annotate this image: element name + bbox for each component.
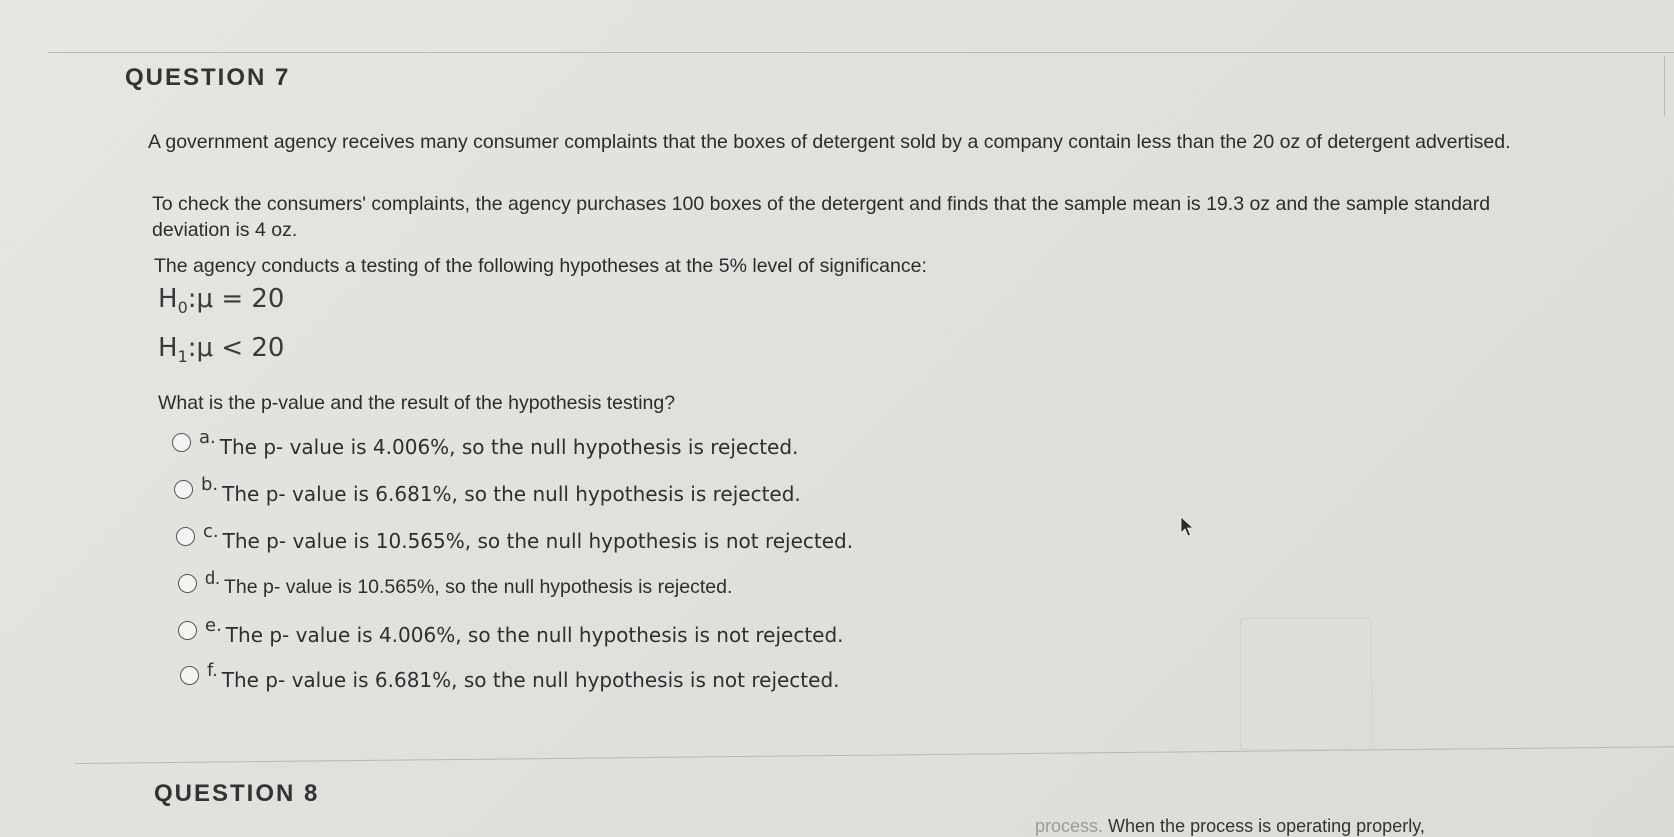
null-hypothesis-subscript: 0 [177, 298, 188, 318]
null-hypothesis [158, 284, 284, 317]
option-text-f[interactable]: The p- value is 6.681%, so the null hypothesis is not rejected. [221, 668, 840, 692]
question-7-paragraph-2: To check the consumers' complaints, the agency purchases 100 boxes of the detergent and finds that the sample mean is 19.3 oz and the sample standard deviation is 4 oz. [152, 193, 1491, 241]
faint-background-panel [1240, 618, 1372, 750]
answer-option-b[interactable] [174, 474, 801, 506]
option-text-c[interactable]: The p- value is 10.565%, so the null hypothesis is not rejected. [222, 529, 854, 553]
alternative-hypothesis [158, 333, 284, 366]
answer-option-d[interactable] [178, 568, 733, 599]
question-8-partial-faint: process. [1035, 816, 1104, 836]
option-letter-a: a. [199, 427, 216, 448]
radio-button-a[interactable] [172, 433, 191, 452]
question-7-paragraph-1: A government agency receives many consumer complaints that the boxes of detergent sold by a company contain less than the 20 oz of detergent advertised. [148, 131, 1511, 153]
null-hypothesis-symbol: H [158, 284, 178, 314]
radio-button-d[interactable] [178, 574, 197, 593]
answer-option-a[interactable] [172, 427, 799, 459]
question-7-paragraph-3: The agency conducts a testing of the following hypotheses at the 5% level of significance: [154, 255, 927, 277]
question-8-partial-visible: When the process is operating properly, [1103, 816, 1425, 836]
question-divider-top [48, 52, 1674, 53]
radio-button-c[interactable] [176, 527, 195, 546]
alternative-hypothesis-subscript: 1 [177, 347, 188, 367]
option-letter-e: e. [205, 615, 222, 636]
option-text-d[interactable]: The p- value is 10.565%, so the null hypothesis is rejected. [224, 576, 733, 598]
answer-option-c[interactable] [176, 521, 854, 553]
answer-option-e[interactable] [178, 615, 844, 647]
radio-button-f[interactable] [180, 666, 199, 685]
page-edge-marker [1664, 56, 1674, 116]
alternative-hypothesis-statement: :μ < 20 [187, 333, 285, 363]
option-text-e[interactable]: The p- value is 4.006%, so the null hypothesis is not rejected. [225, 623, 844, 647]
option-text-b[interactable]: The p- value is 6.681%, so the null hypothesis is rejected. [222, 482, 801, 506]
question-8-partial-text [1035, 816, 1425, 837]
option-letter-c: c. [203, 521, 219, 542]
radio-button-e[interactable] [178, 621, 197, 640]
radio-button-b[interactable] [174, 480, 193, 499]
option-letter-f: f. [207, 660, 218, 681]
question-divider-bottom [75, 746, 1674, 764]
question-7-prompt: What is the p-value and the result of the hypothesis testing? [158, 392, 676, 414]
option-text-a[interactable]: The p- value is 4.006%, so the null hypothesis is rejected. [219, 435, 799, 459]
option-letter-b: b. [201, 474, 219, 495]
question-7-heading: QUESTION 7 [125, 64, 291, 91]
mouse-pointer-icon [1180, 516, 1196, 538]
alternative-hypothesis-symbol: H [158, 333, 178, 363]
question-8-heading: QUESTION 8 [154, 780, 320, 807]
option-letter-d: d. [205, 568, 221, 588]
null-hypothesis-statement: :μ = 20 [187, 284, 285, 314]
answer-option-f[interactable] [180, 660, 840, 692]
